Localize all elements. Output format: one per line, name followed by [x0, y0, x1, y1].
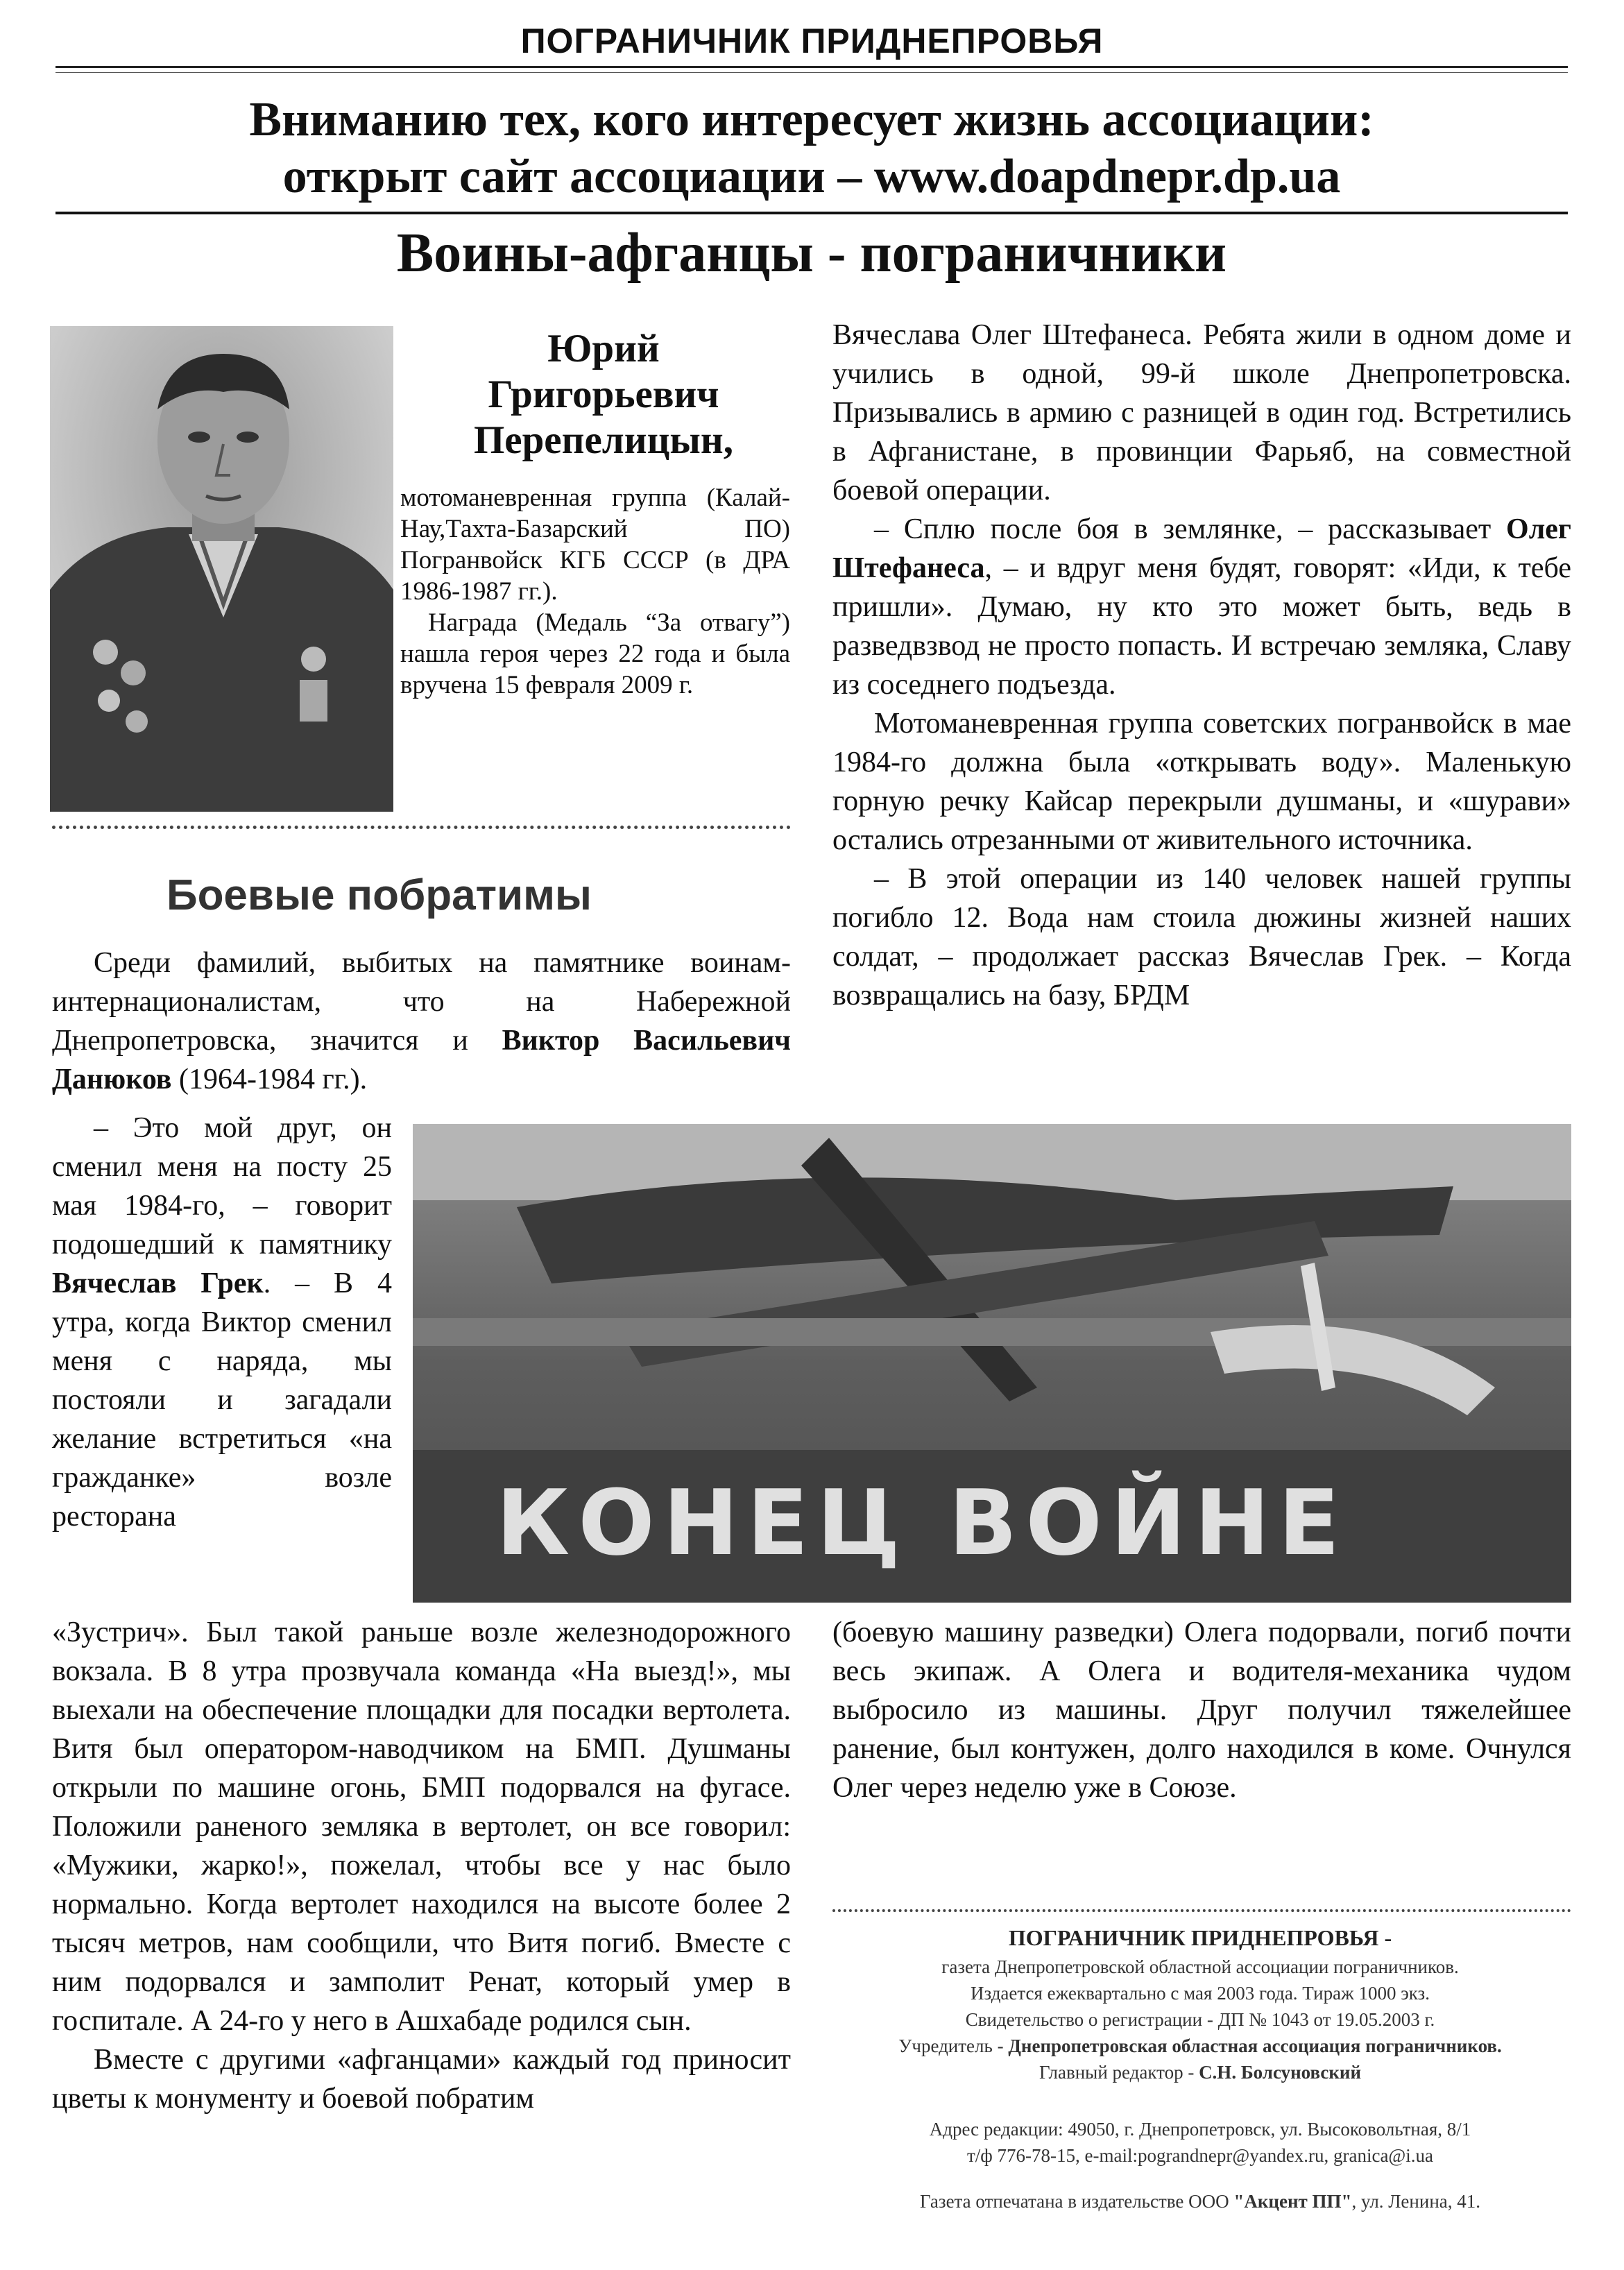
article-paragraph: Вячеслава Олег Штефанеса. Ребята жили в одном доме и учились в одной, 99-й школе Днепропетровска. Призывались в армию с разницей в один год. Встретились в Афганистане, в провинции Фарьяб, на совместной боевой операции.	[832, 319, 1571, 506]
notice-line-1: Вниманию тех, кого интересует жизнь ассоциации:	[249, 93, 1374, 146]
header-rule	[55, 66, 1568, 73]
article-paragraph: – В этой операции из 140 человек нашей группы погибло 12. Вода нам стоила дюжины жизней наших солдат, – продолжает рассказ Вячеслав Грек. – Когда возвращались на базу, БРДМ	[832, 863, 1571, 1012]
imprint-block	[829, 1922, 1571, 2214]
imprint-line: т/ф 776-78-15, e-mail:pograndnepr@yandex.ru, granica@i.ua	[966, 2145, 1434, 2166]
imprint-line: газета Днепропетровской областной ассоциации пограничников.	[941, 1956, 1459, 1977]
person-name-first: Юрий	[547, 327, 660, 370]
article-paragraph: – Это мой друг, он сменил меня на посту 25 мая 1984-го, – говорит подошедший к памятнику Вячеслав Грек. – В 4 утра, когда Виктор сменил меня с наряда, мы постояли и загадали желание встретиться «на гражданке» возле ресторана	[52, 1112, 393, 1533]
portrait-caption	[400, 482, 790, 701]
caption-award: Награда (Медаль “За отвагу”) нашла героя через 22 года и была вручена 15 февраля 2009 г.	[400, 608, 790, 699]
notice-rule	[55, 212, 1568, 214]
portrait-rule	[52, 826, 791, 829]
left-column-bottom	[52, 1613, 791, 2118]
article-paragraph: (боевую машину разведки) Олега подорвали, погиб почти весь экипаж. А Олега и водителя-механика чудом выбросило из машины. Друг получил тяжелейшее ранение, был контужен, долго находился в коме. Очнулся Олег через неделю уже в Союзе.	[832, 1616, 1571, 1804]
memorial-photo	[413, 1124, 1571, 1603]
left-column-narrow	[52, 1109, 392, 1536]
section-title: Боевые побратимы	[166, 871, 592, 919]
right-column-bottom	[832, 1613, 1571, 1807]
imprint-line: Издается ежеквартально с мая 2003 года. Тираж 1000 экз.	[971, 1983, 1430, 2004]
person-name-patronymic: Григорьевич	[488, 373, 719, 416]
person-name	[409, 326, 798, 463]
highlighted-name: Виктор Васильевич Данюков	[52, 1025, 791, 1095]
imprint-line: Учредитель - Днепропетровская областная ассоциация пограничников.	[898, 2036, 1502, 2056]
notice-line-2: открыт сайт ассоциации – www.doapdnepr.dp.ua	[282, 150, 1341, 203]
article-headline: Воины-афганцы - пограничники	[396, 223, 1227, 284]
person-name-last: Перепелицын,	[473, 418, 734, 462]
article-paragraph: – Сплю после боя в землянке, – рассказывает Олег Штефанеса, – и вдруг меня будят, говорят: «Иди, к тебе пришли». Думаю, ну кто это может быть, ведь в разведвзвод не просто попасть. И встречаю земляка, Славу из соседнего подъезда.	[832, 513, 1571, 701]
highlighted-name: Олег Штефанеса	[832, 513, 1571, 584]
left-column-top	[52, 944, 791, 1099]
imprint-spacer	[829, 2085, 1571, 2116]
caption-unit: мотоманевренная группа (Калай-Нау,Тахта-Базарский ПО) Погранвойск КГБ СССР (в ДРА 1986-1987 гг.).	[400, 484, 790, 606]
newspaper-header: ПОГРАНИЧНИК ПРИДНЕПРОВЬЯ	[520, 22, 1104, 60]
imprint-spacer	[829, 2169, 1571, 2188]
imprint-title: ПОГРАНИЧНИК ПРИДНЕПРОВЬЯ -	[1008, 1925, 1392, 1950]
imprint-rule	[832, 1909, 1571, 1912]
right-column-top	[832, 316, 1571, 1015]
imprint-line: Газета отпечатана в издательстве ООО "Акцент ПП", ул. Ленина, 41.	[919, 2191, 1480, 2212]
imprint-line: Свидетельство о регистрации - ДП № 1043 от 19.05.2003 г.	[965, 2009, 1435, 2030]
portrait-photo	[50, 326, 393, 812]
imprint-line: Главный редактор - С.Н. Болсуновский	[1038, 2062, 1362, 2083]
article-paragraph: Мотоманевренная группа советских погранвойск в мае 1984-го должна была «открывать воду». Маленькую горную речку Кайсар перекрыли душманы, и «шурави» остались отрезанными от живительного источника.	[832, 708, 1571, 856]
article-paragraph: Среди фамилий, выбитых на памятнике воинам-интернационалистам, что на Набережной Днепропетровска, значится и Виктор Васильевич Данюков (1964-1984 гг.).	[52, 947, 791, 1095]
imprint-line: Адрес редакции: 49050, г. Днепропетровск, ул. Высоковольтная, 8/1	[929, 2119, 1471, 2140]
memorial-inscription: КОНЕЦ ВОЙНЕ	[496, 1470, 1349, 1576]
article-paragraph: Вместе с другими «афганцами» каждый год приносит цветы к монументу и боевой побратим	[52, 2044, 791, 2115]
highlighted-name: Вячеслав Грек	[52, 1268, 264, 1299]
article-paragraph: «Зустрич». Был такой раньше возле железнодорожного вокзала. В 8 утра прозвучала команда «На выезд!», мы выехали на обеспечение площадки для посадки вертолета. Витя был оператором-наводчиком на БМП. Душманы открыли по машине огонь, БМП подорвался на фугасе. Положили раненого земляка в вертолет, он все говорил: «Мужики, жарко!», пожелал, чтобы все у нас было нормально. Когда вертолет находился на высоте более 2 тысяч метров, нам сообщили, что Витя погиб. Вместе с ним подорвался и замполит Ренат, который умер в госпитале. А 24-го у него в Ашхабаде родился сын.	[52, 1616, 791, 2037]
